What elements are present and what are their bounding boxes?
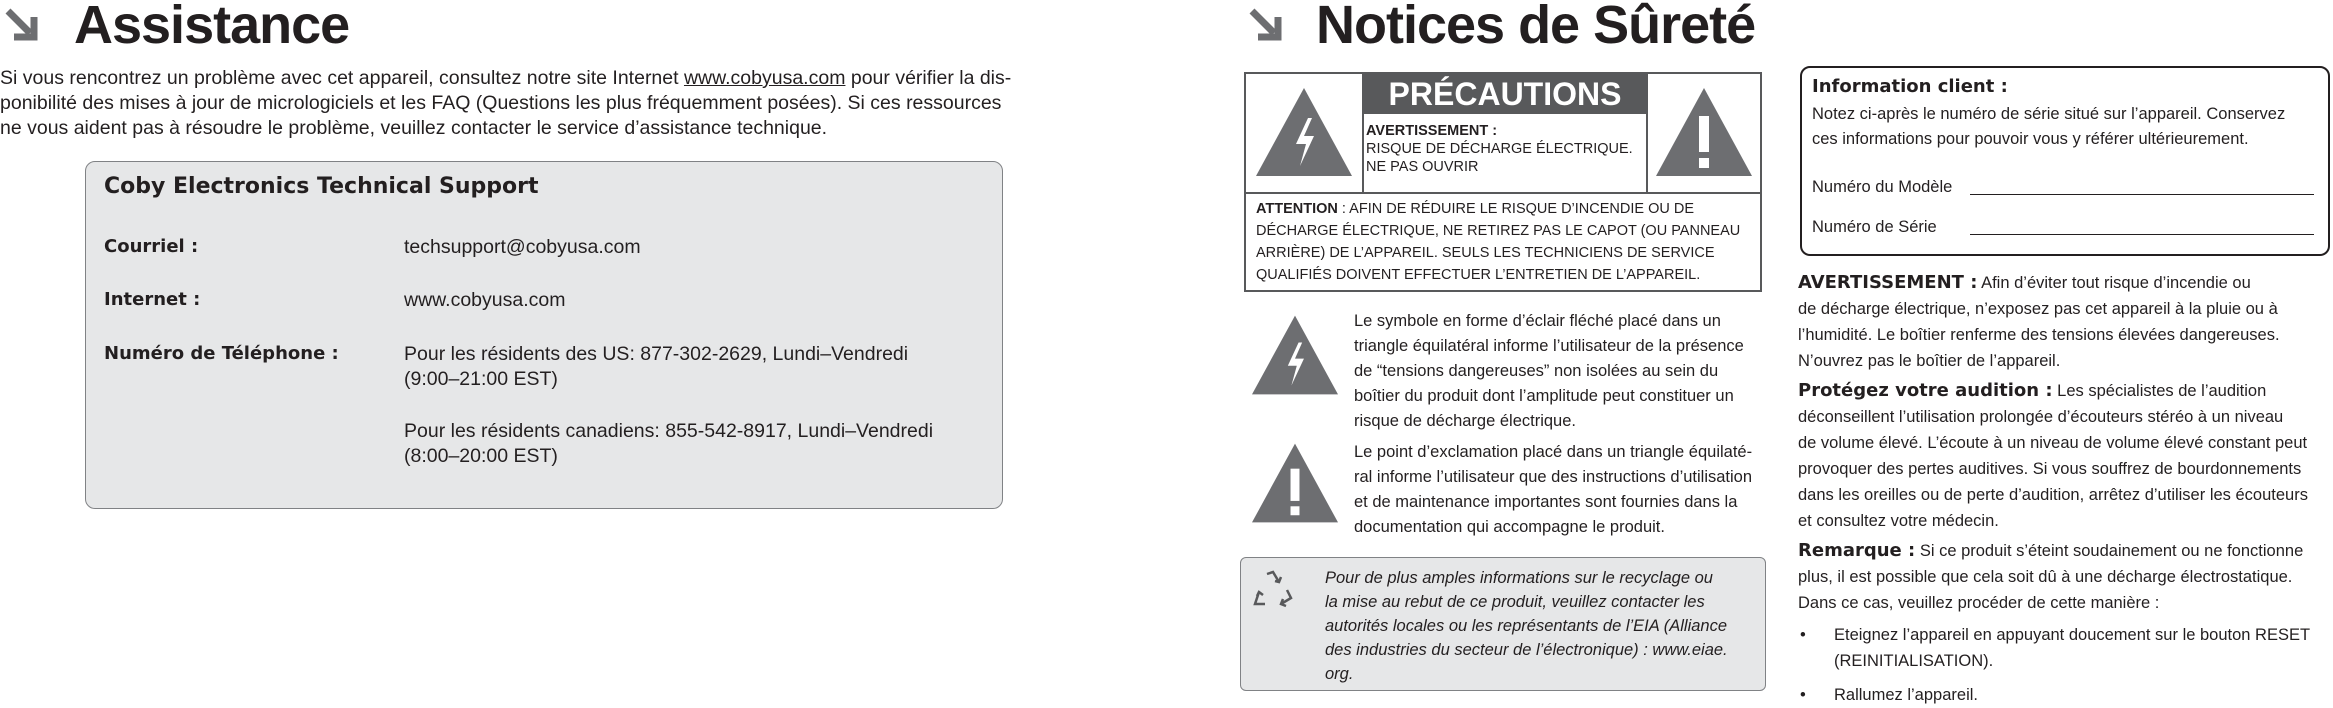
intro-text: ne vous aident pas à résoudre le problème, veuillez contacter le service d’assistance technique.: [0, 117, 828, 139]
shock-risk-text: RISQUE DE DÉCHARGE ÉLECTRIQUE.: [1366, 141, 1633, 157]
hearing-label: Protégez votre audition :: [1798, 380, 2053, 401]
text-line: Notez ci-après le numéro de série situé sur l’appareil. Conservez: [1812, 105, 2286, 123]
text-line: plus, il est possible que cela soit dû à une décharge électrostatique.: [1798, 568, 2293, 586]
phone-us-hours: (9:00–21:00 EST): [404, 368, 558, 390]
text-line: ces informations pour pouvoir vous y référer ultérieurement.: [1812, 130, 2249, 148]
page-heading-safety: Notices de Sûreté: [1316, 0, 1756, 55]
website-link[interactable]: www.cobyusa.com: [683, 67, 846, 89]
client-info-description: [1812, 102, 2322, 152]
recycle-text: [1325, 566, 1759, 686]
model-number-label: Numéro du Modèle: [1812, 178, 1953, 196]
support-title: Coby Electronics Technical Support: [104, 174, 539, 199]
lightning-warning-icon: [1248, 312, 1342, 398]
text-line: autorités locales ou les représentants de l’EIA (Alliance: [1325, 617, 1728, 635]
warning-label: AVERTISSEMENT :: [1798, 272, 1978, 293]
list-item: [1798, 622, 2330, 674]
text-line: documentation qui accompagne le produit.: [1354, 518, 1665, 536]
text-line: Pour de plus amples informations sur le recyclage ou: [1325, 569, 1713, 587]
page-heading-assistance: Assistance: [74, 0, 350, 55]
attention-line: : AFIN DE RÉDUIRE LE RISQUE D’INCENDIE OU DE: [1337, 201, 1695, 217]
text-line: déconseillent l’utilisation prolongée d’écouteurs stéréo à un niveau: [1798, 408, 2284, 426]
phone-label: Numéro de Téléphone :: [104, 343, 339, 364]
text-line: et de maintenance importantes sont fournies dans la: [1354, 493, 1738, 511]
email-value[interactable]: techsupport@cobyusa.com: [404, 236, 641, 258]
text-line: triangle équilatéral informe l’utilisateur de la présence: [1354, 337, 1744, 355]
intro-text: ponibilité des mises à jour de micrologiciels et les FAQ (Questions les plus fréquemment posées). Si ces ressources: [0, 92, 1002, 114]
text-line: de décharge électrique, n’exposez pas cet appareil à la pluie ou à: [1798, 300, 2278, 318]
bullet-icon: •: [1800, 686, 1806, 704]
phone-ca: [404, 419, 994, 469]
intro-text: pour vérifier la dis-: [845, 67, 1012, 89]
text-line: Les spécialistes de l’audition: [2052, 382, 2267, 400]
attention-line: ARRIÈRE) DE L’APPAREIL. SEULS LES TECHNICIENS DE SERVICE: [1256, 245, 1715, 261]
note-paragraph: [1798, 538, 2330, 616]
hearing-paragraph: [1798, 378, 2330, 534]
text-line: org.: [1325, 665, 1354, 683]
warning-subtitle: AVERTISSEMENT :: [1366, 123, 1498, 139]
arrow-down-right-icon: [0, 3, 48, 51]
client-info-title: Information client :: [1812, 76, 2008, 97]
attention-line: QUALIFIÉS DOIVENT EFFECTUER L’ENTRETIEN DE L’APPAREIL.: [1256, 267, 1701, 283]
lightning-symbol-description: [1354, 309, 1764, 434]
client-info-box: [1800, 66, 2330, 256]
text-line: N’ouvrez pas le boîtier de l’appareil.: [1798, 352, 2061, 370]
internet-label: Internet :: [104, 289, 201, 310]
text-line: provoquer des pertes auditives. Si vous souffrez de bourdonnements: [1798, 460, 2302, 478]
text-line: Eteignez l’appareil en appuyant doucement sur le bouton RESET: [1834, 626, 2311, 644]
text-line: de “tensions dangereuses” non isolées au sein du: [1354, 362, 1719, 380]
lightning-warning-icon: [1252, 84, 1356, 180]
text-line: Si ce produit s’éteint soudainement ou ne fonctionne: [1915, 542, 2304, 560]
text-line: Dans ce cas, veuillez procéder de cette manière :: [1798, 594, 2160, 612]
phone-ca-line: Pour les résidents canadiens: 855-542-8917, Lundi–Vendredi: [404, 420, 934, 442]
warning-paragraph: [1798, 270, 2330, 374]
text-line: risque de décharge électrique.: [1354, 412, 1576, 430]
text-line: l’humidité. Le boîtier renferme des tensions élevées dangereuses.: [1798, 326, 2280, 344]
attention-label: ATTENTION: [1256, 201, 1338, 217]
serial-number-label: Numéro de Série: [1812, 218, 1937, 236]
attention-text: [1256, 198, 1750, 286]
precautions-header: PRÉCAUTIONS: [1364, 74, 1646, 114]
arrow-down-right-icon: [1244, 3, 1292, 51]
precautions-box: [1244, 72, 1762, 292]
text-line: des industries du secteur de l’électronique) : www.eiae.: [1325, 641, 1728, 659]
bullet-icon: •: [1800, 626, 1806, 644]
text-line: Le symbole en forme d’éclair fléché placé dans un: [1354, 312, 1721, 330]
text-line: Afin d’éviter tout risque d’incendie ou: [1977, 274, 2251, 292]
text-line: la mise au rebut de ce produit, veuillez contacter les: [1325, 593, 1705, 611]
bullet-list: [1798, 622, 2330, 708]
text-line: Le point d’exclamation placé dans un triangle équilaté-: [1354, 443, 1753, 461]
internet-value[interactable]: www.cobyusa.com: [404, 289, 566, 311]
phone-ca-hours: (8:00–20:00 EST): [404, 445, 558, 467]
intro-paragraph: [0, 66, 1100, 141]
model-number-field[interactable]: [1970, 194, 2314, 195]
exclamation-symbol-description: [1354, 440, 1764, 540]
text-line: dans les oreilles ou de perte d’audition, arrêtez d’utiliser les écouteurs: [1798, 486, 2308, 504]
precautions-subtext: [1366, 122, 1644, 176]
text-line: ral informe l’utilisateur que des instructions d’utilisation: [1354, 468, 1753, 486]
text-line: (REINITIALISATION).: [1834, 652, 1994, 670]
serial-number-field[interactable]: [1970, 234, 2314, 235]
text-line: de volume élevé. L’écoute à un niveau de volume élevé constant peut: [1798, 434, 2308, 452]
phone-us-line: Pour les résidents des US: 877-302-2629, Lundi–Vendredi: [404, 343, 909, 365]
intro-text: Si vous rencontrez un problème avec cet appareil, consultez notre site Internet: [0, 67, 684, 89]
attention-line: DÉCHARGE ÉLECTRIQUE, NE RETIREZ PAS LE CAPOT (OU PANNEAU: [1256, 223, 1741, 239]
exclamation-warning-icon: [1248, 440, 1342, 526]
text-line: et consultez votre médecin.: [1798, 512, 1999, 530]
note-label: Remarque :: [1798, 540, 1916, 561]
recycle-icon: [1251, 568, 1295, 612]
exclamation-warning-icon: [1652, 84, 1756, 180]
text-line: boîtier du produit dont l’amplitude peut constituer un: [1354, 387, 1734, 405]
do-not-open-text: NE PAS OUVRIR: [1366, 159, 1479, 175]
list-item: [1798, 682, 2330, 708]
text-line: Rallumez l’appareil.: [1834, 686, 1978, 704]
divider: [1646, 74, 1648, 192]
phone-us: [404, 342, 994, 392]
email-label: Courriel :: [104, 236, 199, 257]
recycle-box: [1240, 557, 1766, 691]
divider: [1246, 192, 1760, 194]
support-box: [85, 161, 1003, 509]
